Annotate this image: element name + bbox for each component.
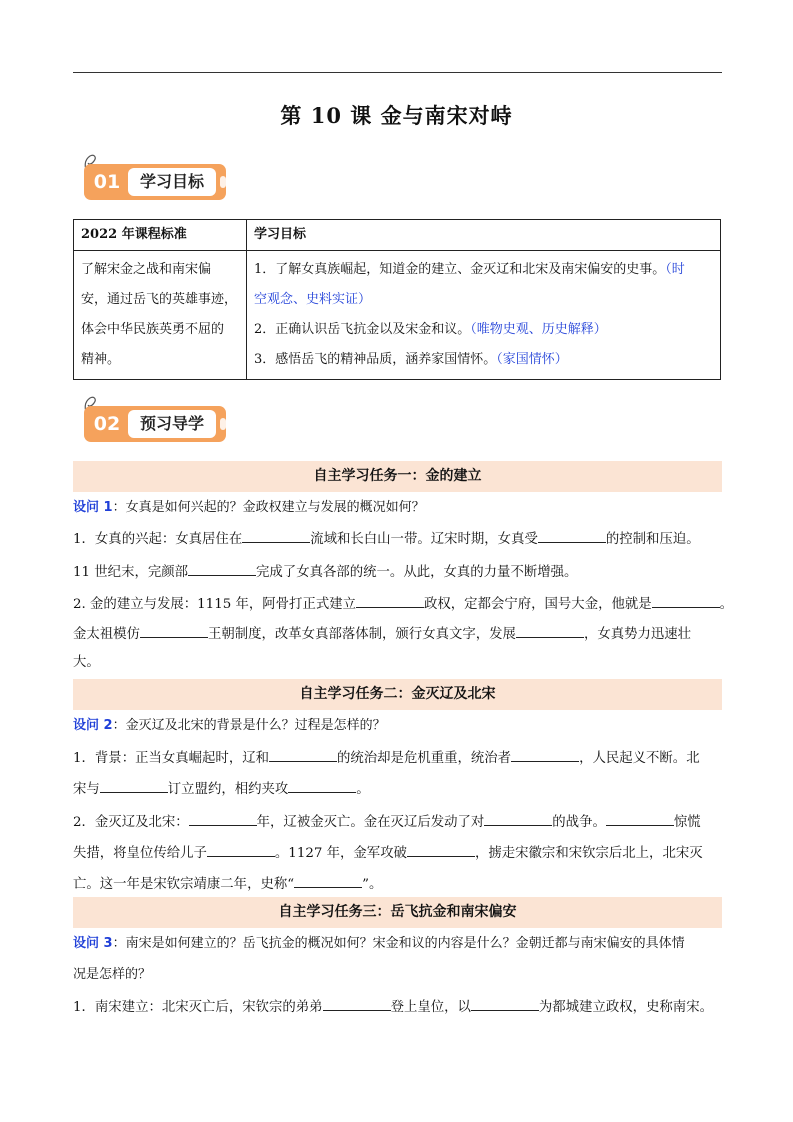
goal-item: 1．了解女真族崛起，知道金的建立、金灭辽和北宋及南宋偏安的史事。（时 — [254, 262, 685, 277]
question: 设问 1：女真是如何兴起的？金政权建立与发展的概况如何？ — [73, 500, 425, 515]
text-line: 大。 — [73, 655, 100, 670]
text-line: 亡。这一年是宋钦宗靖康二年，史称“ ”。 — [73, 873, 725, 895]
text-line: 金太祖模仿 王朝制度，改革女真部落体制，颁行女真文字，发展 ，女真势力迅速壮 — [73, 623, 725, 645]
task-header: 自主学习任务三：岳飞抗金和南宋偏安 — [73, 897, 722, 928]
task-header: 自主学习任务一：金的建立 — [73, 461, 722, 492]
text-line: 宋与 订立盟约，相约夹攻 。 — [73, 778, 725, 800]
fill-blank[interactable] — [189, 811, 257, 826]
table-header-goals: 学习目标 — [247, 220, 721, 251]
fill-blank[interactable] — [207, 842, 275, 857]
question: 设问 2：金灭辽及北宋的背景是什么？过程是怎样的？ — [73, 718, 386, 733]
section-badge-preview — [82, 402, 232, 446]
text-line: 1．背景：正当女真崛起时，辽和 的统治却是危机重重，统治者 ，人民起义不断。北 — [73, 747, 725, 769]
section-number: 01 — [93, 171, 121, 193]
text-line: 失措，将皇位传给儿子 。1127 年，金军攻破 ，掳走宋徽宗和宋钦宗后北上，北宋灭 — [73, 842, 725, 864]
goal-item: 3．感悟岳飞的精神品质，涵养家国情怀。（家国情怀） — [254, 352, 568, 367]
table-header-standard: 2022 年课程标准 — [74, 220, 247, 251]
text-line: 1．南宋建立：北宋灭亡后，宋钦宗的弟弟 登上皇位，以 为都城建立政权，史称南宋。 — [73, 996, 725, 1018]
fill-blank[interactable] — [407, 842, 475, 857]
fill-blank[interactable] — [100, 778, 168, 793]
fill-blank[interactable] — [356, 593, 424, 608]
header-rule — [73, 72, 722, 73]
fill-blank[interactable] — [269, 747, 337, 762]
fill-blank[interactable] — [242, 528, 310, 543]
fill-blank[interactable] — [140, 623, 208, 638]
goals-cell — [247, 251, 721, 380]
question-cont: 况是怎样的？ — [73, 967, 152, 982]
section-label: 预习导学 — [128, 410, 216, 438]
fill-blank[interactable] — [511, 747, 579, 762]
goal-item-cont: 空观念、史料实证） — [254, 292, 372, 307]
text-line: 2．金灭辽及北宋： 年，辽被金灭亡。金在灭辽后发动了对 的战争。 惊慌 — [73, 811, 725, 833]
fill-blank[interactable] — [294, 873, 362, 888]
question: 设问 3：南宋是如何建立的？岳飞抗金的概况如何？宋金和议的内容是什么？金朝迁都与南宋偏安的具体情 — [73, 936, 685, 951]
fill-blank[interactable] — [288, 778, 356, 793]
goals-table — [73, 219, 721, 380]
task-header: 自主学习任务二：金灭辽及北宋 — [73, 679, 722, 710]
fill-blank[interactable] — [471, 996, 539, 1011]
fill-blank[interactable] — [188, 561, 256, 576]
page-title: 第 10 课 金与南宋对峙 — [280, 103, 513, 128]
fill-blank[interactable] — [538, 528, 606, 543]
fill-blank[interactable] — [606, 811, 674, 826]
fill-blank[interactable] — [484, 811, 552, 826]
text-line: 1．女真的兴起：女真居住在 流域和长白山一带。辽宋时期，女真受 的控制和压迫。 — [73, 528, 725, 550]
goal-item: 2．正确认识岳飞抗金以及宋金和议。（唯物史观、历史解释） — [254, 322, 607, 337]
standard-cell: 了解宋金之战和南宋偏 安，通过岳飞的英雄事迹， 体会中华民族英勇不屈的 精神。 — [74, 251, 247, 380]
text-line: 11 世纪末，完颜部 完成了女真各部的统一。从此，女真的力量不断增强。 — [73, 561, 725, 583]
text-line: 2. 金的建立与发展：1115 年，阿骨打正式建立 政权，定都会宁府，国号大金，他就是 。 — [73, 593, 725, 615]
section-badge-goals — [82, 160, 232, 204]
section-number: 02 — [93, 413, 121, 435]
section-label: 学习目标 — [128, 168, 216, 196]
fill-blank[interactable] — [323, 996, 391, 1011]
fill-blank[interactable] — [652, 593, 720, 608]
fill-blank[interactable] — [516, 623, 584, 638]
